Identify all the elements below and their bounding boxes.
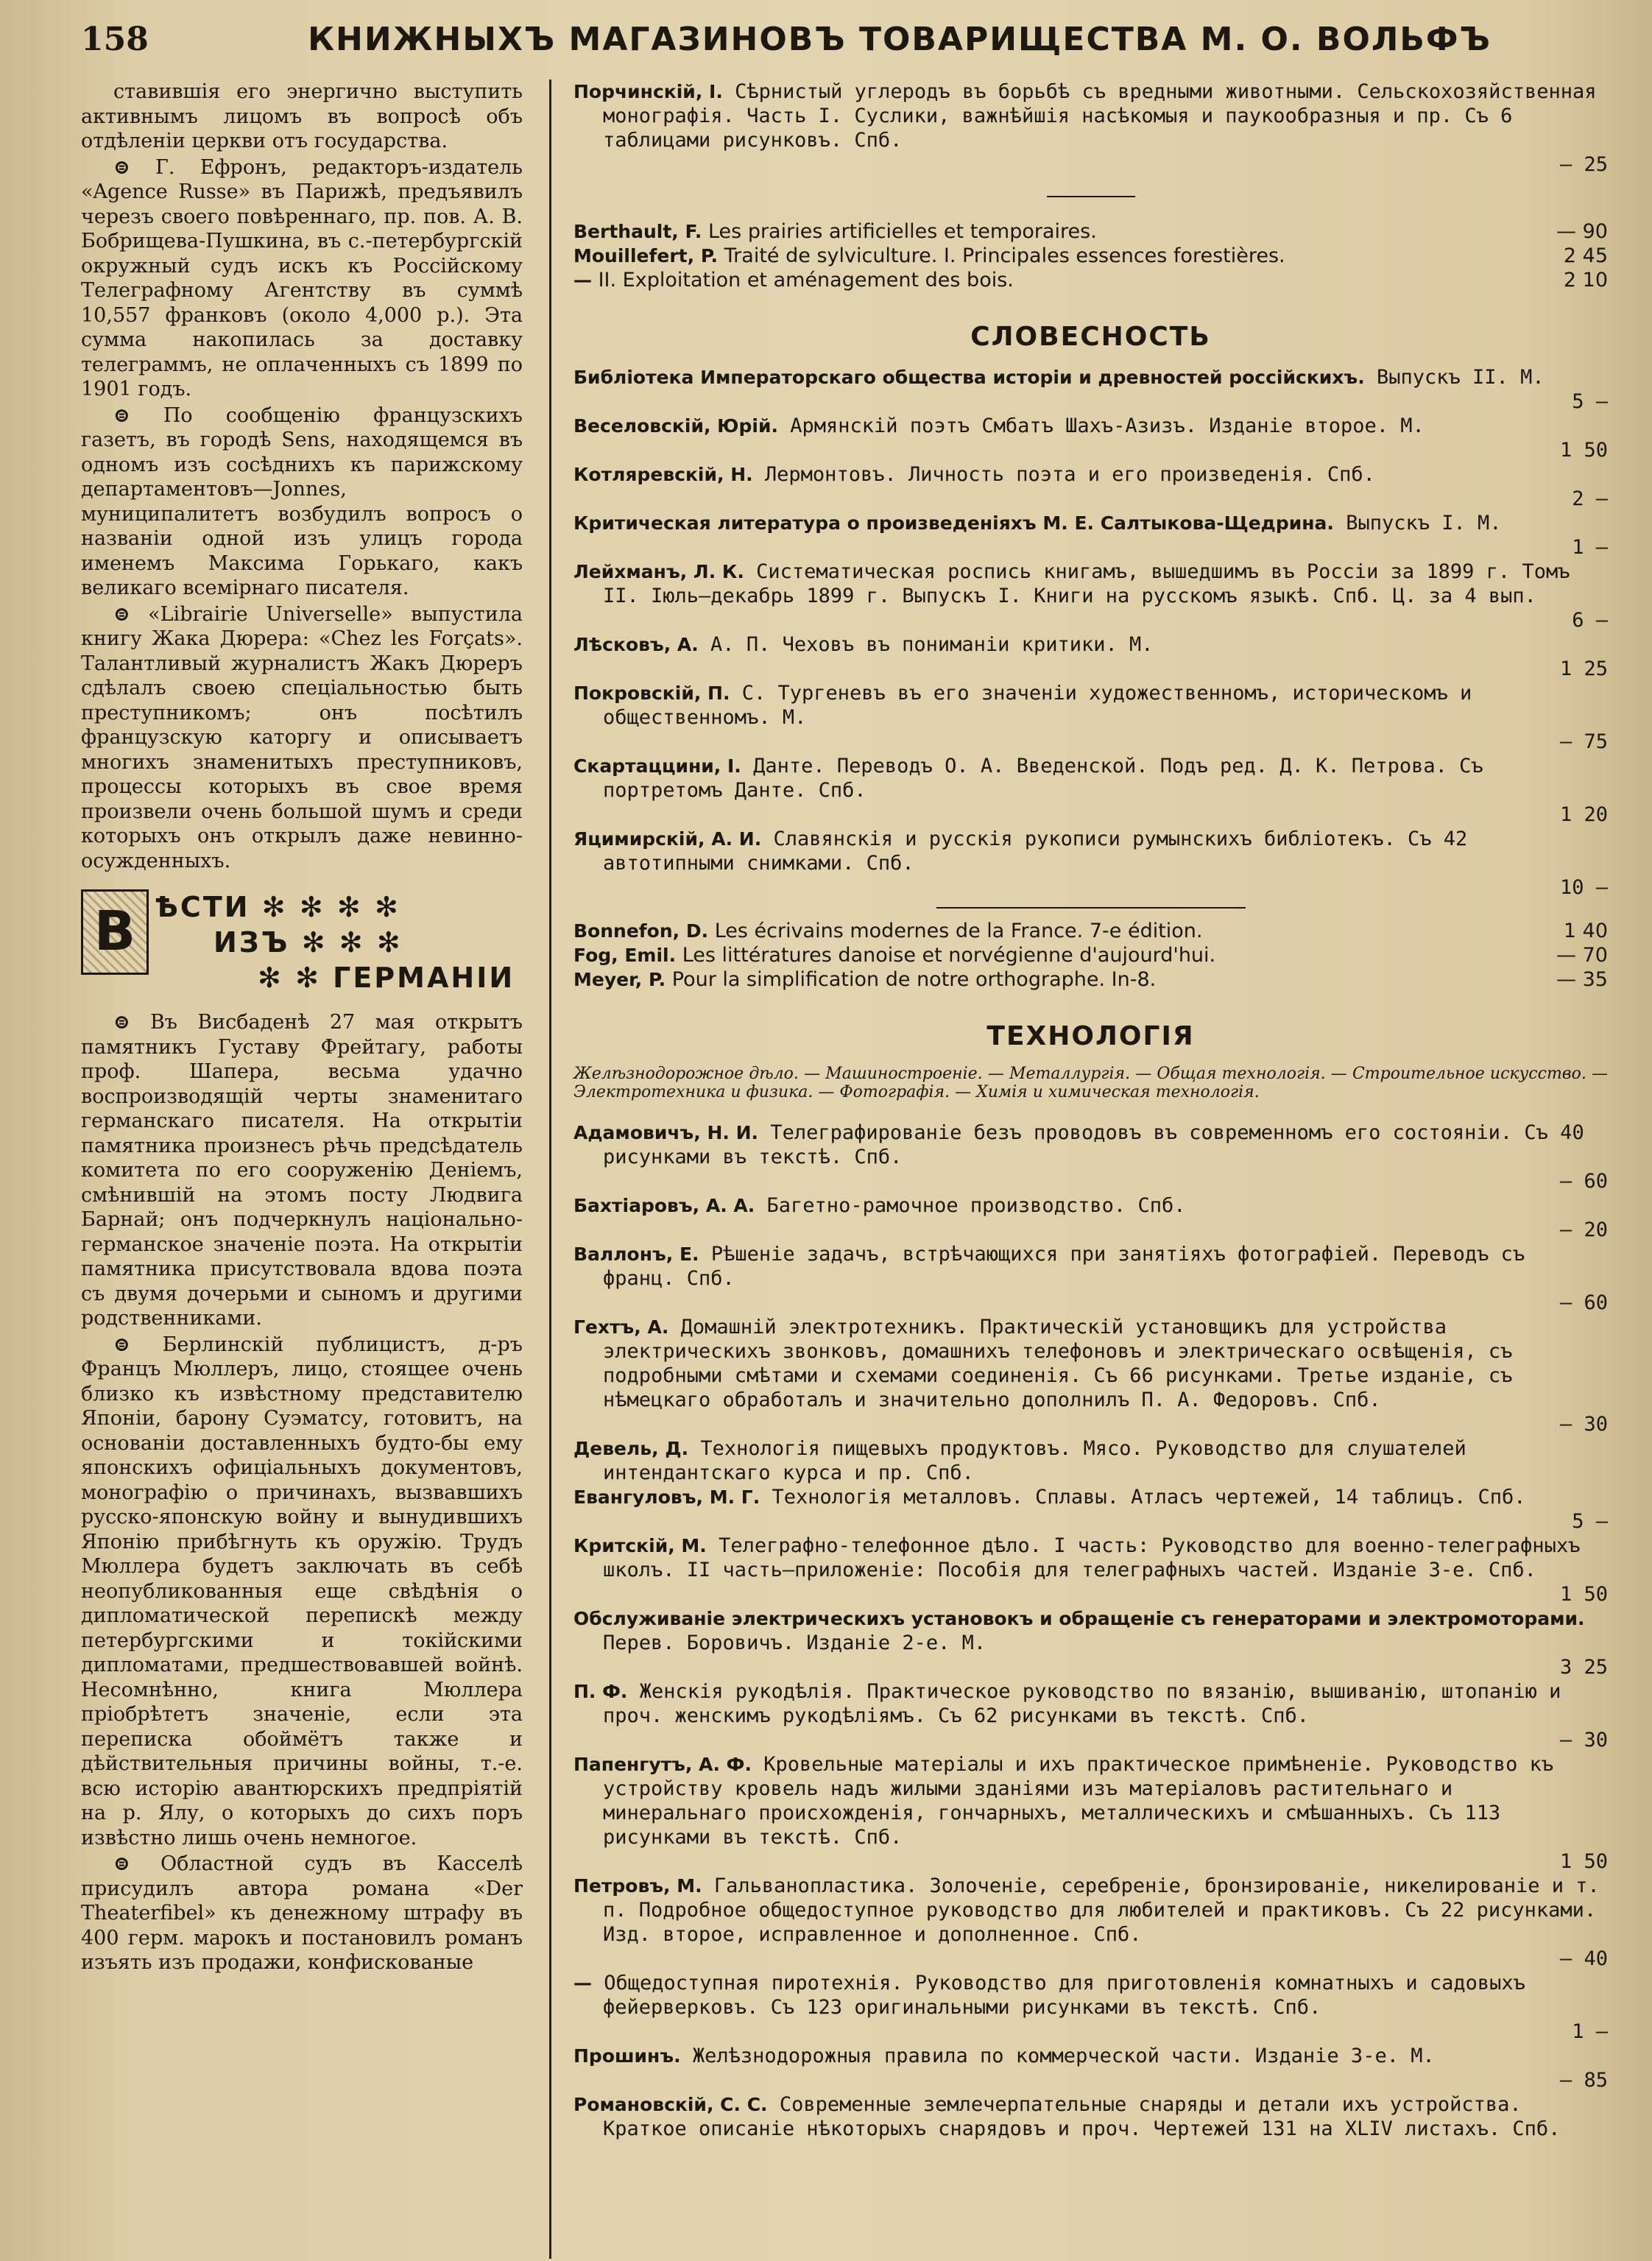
entry-price: 1 25 <box>1559 657 1608 680</box>
entry-title: Les littératures danoise et norvégienne d'aujourd'hui. <box>682 944 1216 967</box>
news-paragraph <box>81 602 523 874</box>
section-heading-slovesnost: СЛОВЕСНОСТЬ <box>970 322 1211 352</box>
news-paragraphs-bottom <box>81 1010 523 1975</box>
entry-title: Данте. Переводъ О. А. Введенской. Подъ ред. Д. К. Петрова. Съ портретомъ Данте. Спб. <box>603 755 1483 802</box>
slovesnost-entries <box>573 365 1608 900</box>
entry-price: — 90 <box>1556 220 1608 243</box>
catalog-entry <box>573 632 1608 681</box>
foreign-catalog-entry <box>573 919 1608 943</box>
paragraph-text: «Librairie Universelle» выпустила книгу Жака Дюрера: «Chez les Forçats». Талантливый журналистъ Жакъ Дюреръ сдѣлалъ своею спеціальностью быть преступникомъ; онъ посѣтилъ французскую каторгу и описываетъ многихъ знаменитыхъ преступниковъ, процессы которыхъ въ свое время произвели очень большой шумъ и среди которыхъ онъ открылъ даже невинно-осужденныхъ. <box>81 602 523 872</box>
entry-author: Порчинскій, І. <box>573 81 723 102</box>
entry-price: — 60 <box>1559 1291 1608 1314</box>
entry-title: Сѣрнистый углеродъ въ борьбѣ съ вредными животными. Сельскохозяйственная монографія. Часть І. Суслики, важнѣйшія насѣкомыя и паукообразныя и пр. Съ 6 таблицами рисунковъ. Спб. <box>603 80 1597 152</box>
catalog-entry <box>573 827 1608 900</box>
entry-price: — 75 <box>1559 730 1608 753</box>
paragraph-marker-icon: ⊜ <box>113 403 130 427</box>
entry-author: Яцимирскій, А. И. <box>573 828 762 850</box>
vesti-heading-line-2: ИЗЪ ✻ ✻ ✻ <box>213 926 403 959</box>
entry-title: Технологія пищевыхъ продуктовъ. Мясо. Руководство для слушателей интендантскаго курса и пр. Спб. <box>603 1437 1466 1484</box>
catalog-entry <box>573 1752 1608 1874</box>
entry-price: 1 20 <box>1559 803 1608 826</box>
paragraph-text: Г. Ефронъ, редакторъ-издатель «Agence Russe» въ Парижѣ, предъявилъ черезъ своего повѣреннаго, пр. пов. А. В. Бобрищева-Пушкина, въ с.-петербургскій окружный судъ искъ къ Россійскому Телеграфному Агентству въ суммѣ 10,557 франковъ (около 4,000 р.). Эта сумма накопилась за доставку телеграммъ, не оплаченныхъ съ 1899 по 1901 годъ. <box>81 155 523 401</box>
entry-title: Les écrivains modernes de la France. 7-e édition. <box>714 920 1203 942</box>
entry-price: 3 25 <box>1559 1656 1608 1679</box>
paragraph-marker-icon: ⊜ <box>113 1333 130 1356</box>
catalog-top-entries <box>573 80 1608 177</box>
entry-price: 1 50 <box>1559 439 1608 462</box>
entry-title: Желѣзнодорожныя правила по коммерческой части. Изданіе 3-е. М. <box>692 2045 1435 2067</box>
news-column <box>81 80 537 2259</box>
entry-title: Славянскія и русскія рукописи румынскихъ библіотекъ. Съ 42 автотипными снимками. Спб. <box>603 828 1468 875</box>
catalog-entry <box>573 2092 1608 2141</box>
entry-price: 6 — <box>1572 609 1608 632</box>
catalog-entry <box>573 365 1608 414</box>
entry-title: Кровельные матеріалы и ихъ практическое примѣненіе. Руководство къ устройству кровель надъ жилыми зданіями изъ матеріаловъ растительнаго и минеральнаго происхожденія, гончарныхъ, металлическихъ и смѣшанныхъ. Съ 113 рисунками въ текстѣ. Спб. <box>603 1753 1554 1849</box>
entry-author: Романовскій, С. С. <box>573 2094 768 2115</box>
entry-title: Общедоступная пиротехнія. Руководство для приготовленія комнатныхъ и садовыхъ фейерверковъ. Съ 123 оригинальными рисунками въ текстѣ. Спб. <box>603 1972 1525 2019</box>
catalog-entry <box>573 2044 1608 2092</box>
entry-price: — 40 <box>1559 1947 1608 1970</box>
catalog-entry <box>573 1874 1608 1971</box>
entry-author: П. Ф. <box>573 1681 628 1702</box>
catalog-entry <box>573 754 1608 827</box>
entry-author: Лѣсковъ, А. <box>573 634 699 655</box>
entry-author: Петровъ, М. <box>573 1875 702 1897</box>
column-divider <box>549 80 551 2259</box>
entry-author: Валлонъ, Е. <box>573 1244 699 1265</box>
entry-author: Бахтіаровъ, А. А. <box>573 1195 755 1216</box>
entry-price: 1 40 <box>1563 920 1608 942</box>
entry-price: — 35 <box>1556 968 1608 991</box>
entry-author: Meyer, P. <box>573 969 666 990</box>
catalog-entry <box>573 1436 1608 1485</box>
catalog-entry <box>573 1315 1608 1436</box>
entry-author: Евангуловъ, М. Г. <box>573 1486 760 1508</box>
news-paragraph <box>81 80 523 154</box>
entry-author: Berthault, F. <box>573 221 702 242</box>
catalog-entry <box>573 1534 1608 1606</box>
entry-author: Котляревскій, Н. <box>573 464 753 485</box>
paragraph-text: Берлинскій публицистъ, д-ръ Францъ Мюллеръ, лицо, стоящее очень близко къ извѣстному представителю Японіи, барону Суэматсу, готовитъ, на основаніи доставленныхъ будто-бы ему японскихъ офиціальныхъ документовъ, монографію о причинахъ, вызвавшихъ русско-японскую войну и вынудившихъ Японію прибѣгнуть къ оружію. Трудъ Мюллера будетъ заключать въ себѣ неопубликованныя еще свѣдѣнія о дипломатической перепискѣ между петербургскими и токійскими дипломатами, предшествовавшей войнѣ. Несомнѣнно, книга Мюллера пріобрѣтетъ значеніе, если эта переписка обоймётъ также и дѣйствительныя причины войны, т.-е. всю исторію авантюрскихъ предпріятій на р. Ялу, о которыхъ до сихъ поръ извѣстно лишь очень немногое. <box>81 1333 523 1849</box>
entry-author: Скартаццини, І. <box>573 755 741 777</box>
news-paragraph <box>81 155 523 402</box>
entry-price: 1 50 <box>1559 1850 1608 1873</box>
entry-author: Fog, Emil. <box>573 945 677 966</box>
entry-title: Технологія металловъ. Сплавы. Атласъ чертежей, 14 таблицъ. Спб. <box>772 1486 1526 1509</box>
entry-price: — 25 <box>1559 153 1608 176</box>
entry-title: Pour la simplification de notre orthographe. In-8. <box>671 968 1157 991</box>
news-paragraph <box>81 1333 523 1851</box>
entry-price: — 85 <box>1559 2069 1608 2092</box>
entry-title: Гальванопластика. Золоченіе, серебреніе, бронзированіе, никелированіе и т. п. Подробное общедоступное руководство для любителей и практиковъ. Съ 22 рисунками. Изд. второе, исправленное и дополненное. Спб. <box>603 1874 1600 1946</box>
entry-author: Прошинъ. <box>573 2045 681 2067</box>
entry-author: Обслуживаніе электрическихъ установокъ и обращеніе съ генераторами и электромоторами. <box>573 1608 1585 1629</box>
entry-price: 1 50 <box>1559 1583 1608 1606</box>
entry-price: 2 45 <box>1563 244 1608 267</box>
catalog-entry <box>573 462 1608 511</box>
entry-author: Библіотека Императорскаго общества исторіи и древностей россійскихъ. <box>573 367 1365 388</box>
entry-title: Рѣшеніе задачъ, встрѣчающихся при занятіяхъ фотографіей. Переводъ съ франц. Спб. <box>603 1243 1525 1290</box>
ornamental-initial: В <box>81 889 149 975</box>
news-paragraph <box>81 1852 523 1975</box>
catalog-column <box>563 80 1608 2259</box>
catalog-entry <box>573 560 1608 632</box>
entry-author: Папенгутъ, А. Ф. <box>573 1754 752 1775</box>
tehnologiya-subjects: Желѣзнодорожное дѣло. — Машиностроеніе. — Металлургія. — Общая технологія. — Строительное искусство. — Электротехника и физика. — Фотографія. — Химія и химическая технологія. <box>573 1065 1608 1101</box>
entry-price: — 70 <box>1556 944 1608 967</box>
paragraph-text: Въ Висбаденѣ 27 мая открытъ памятникъ Густаву Фрейтагу, работы проф. Шапера, весьма удачно воспроизводящій черты знаменитаго германскаго писателя. На открытіи памятника произнесъ рѣчь предсѣдатель комитета по его сооруженію Деніемъ, смѣнившій на этомъ посту Людвига Барнай; онъ подчеркнулъ національно-германское значеніе поэта. На открытіи памятника присутствовала вдова поэта съ двумя дочерьми и сыномъ и другими родственниками. <box>81 1011 523 1330</box>
entry-price: — 20 <box>1559 1218 1608 1241</box>
entry-price: 5 — <box>1572 390 1608 413</box>
catalog-entry <box>573 1485 1608 1534</box>
entry-price: 1 — <box>1572 536 1608 559</box>
foreign-catalog-entry <box>573 244 1608 268</box>
running-title: КНИЖНЫХЪ МАГАЗИНОВЪ ТОВАРИЩЕСТВА М. О. ВОЛЬФЪ <box>308 21 1492 58</box>
vesti-heading-lines <box>149 889 523 1000</box>
entry-title: Багетно-рамочное производство. Спб. <box>766 1194 1186 1217</box>
catalog-entry <box>573 414 1608 462</box>
entry-title: А. П. Чеховъ въ пониманіи критики. М. <box>710 633 1154 656</box>
catalog-entry <box>573 1679 1608 1752</box>
entry-title: Систематическая роспись книгамъ, вышедшимъ въ Россіи за 1899 г. Томъ II. Іюль—декабрь 1899 г. Выпускъ I. Книги на русскомъ языкѣ. Спб. Ц. за 4 вып. <box>603 560 1570 607</box>
paragraph-marker-icon: ⊜ <box>113 1011 130 1034</box>
page-header <box>81 21 1608 80</box>
entry-price: 5 — <box>1572 1510 1608 1533</box>
news-paragraph <box>81 403 523 601</box>
entry-title: Армянскій поэтъ Смбатъ Шахъ-Азизъ. Изданіе второе. М. <box>790 415 1425 437</box>
entry-price: — 30 <box>1559 1413 1608 1436</box>
entry-price: 2 — <box>1572 487 1608 510</box>
entry-author: Веселовскій, Юрій. <box>573 415 778 437</box>
paragraph-text: Областной судъ въ Касселѣ присудилъ автора романа «Der Theaterfibel» къ денежному штрафу въ 400 герм. марокъ и постановилъ романъ изъять изъ продажи, конфискованые <box>81 1852 523 1974</box>
entry-author: Гехтъ, А. <box>573 1316 669 1338</box>
entry-title: Traité de sylviculture. I. Principales essences forestières. <box>724 244 1285 267</box>
entry-title: Телеграфно-телефонное дѣло. I часть: Руководство для военно-телеграфныхъ школъ. II часть—приложеніе: Пособія для телеграфныхъ частей. Изданіе 3-е. Спб. <box>603 1534 1581 1581</box>
entry-author: Покровскій, П. <box>573 682 730 704</box>
entry-price: 1 — <box>1572 2020 1608 2043</box>
entry-title: Выпускъ II. М. <box>1377 366 1545 389</box>
separator-rule <box>936 907 1246 909</box>
entry-title: Современные землечерпательные снаряды и детали ихъ устройства. Краткое описаніе нѣкоторыхъ снарядовъ и проч. Чертежей 131 на XLIV листахъ. Спб. <box>603 2093 1561 2140</box>
foreign-catalog-entry <box>573 967 1608 992</box>
entry-title: Домашній электротехникъ. Практическій установщикъ для устройства электрическихъ звонковъ, домашнихъ телефоновъ и электрическаго освѣщенія, съ подробными смѣтами и схемами соединенія. Съ 66 рисунками. Третье изданіе, съ нѣмецкаго обработалъ и значительно дополнилъ П. А. Федоровъ. Спб. <box>603 1316 1513 1411</box>
entry-title: С. Тургеневъ въ его значеніи художественномъ, историческомъ и общественномъ. М. <box>603 682 1472 729</box>
entry-author: Mouillefert, P. <box>573 245 719 267</box>
catalog-entry <box>573 1242 1608 1315</box>
paragraph-marker-icon: ⊜ <box>113 155 130 179</box>
catalog-entry <box>573 681 1608 754</box>
paragraph-text: По сообщенію французскихъ газетъ, въ городѣ Sens, находящемся въ одномъ изъ сосѣднихъ къ парижскому департаментовъ—Jonnes, муниципалитетъ возбудилъ вопросъ о названіи одной изъ улицъ города именемъ Максима Горькаго, какъ великаго всемірнаго писателя. <box>81 403 523 599</box>
slovesnost-foreign-entries <box>573 919 1608 992</box>
catalog-entry <box>573 1121 1608 1193</box>
entry-author: Критскій, М. <box>573 1535 707 1556</box>
foreign-catalog-entry <box>573 219 1608 244</box>
page-number: 158 <box>81 21 149 58</box>
entry-title: Перев. Боровичъ. Изданіе 2-е. М. <box>603 1632 986 1654</box>
section-heading-tehnologiya: ТЕХНОЛОГІЯ <box>986 1021 1195 1051</box>
entry-author: — <box>573 269 592 291</box>
catalog-entry <box>573 1971 1608 2044</box>
entry-title: Телеграфированіе безъ проводовъ въ современномъ его состояніи. Съ 40 рисунками въ текстѣ. Спб. <box>603 1121 1584 1168</box>
vesti-heading-line-3: ✻ ✻ ГЕРМАНІИ <box>258 962 515 994</box>
separator-rule <box>1047 196 1135 197</box>
entry-title: II. Exploitation et aménagement des bois. <box>598 269 1014 292</box>
vesti-heading-line-1: ѢСТИ ✻ ✻ ✻ ✻ <box>155 891 400 923</box>
entry-author: Bonnefon, D. <box>573 920 709 942</box>
catalog-entry <box>573 1606 1608 1679</box>
news-paragraph <box>81 1010 523 1331</box>
entry-author: Девель, Д. <box>573 1438 689 1459</box>
paragraph-marker-icon: ⊜ <box>113 602 130 626</box>
entry-title: Les prairies artificielles et temporaires. <box>707 220 1097 243</box>
entry-title: Выпускъ I. М. <box>1346 512 1502 535</box>
entry-price: 2 10 <box>1563 269 1608 292</box>
vesti-iz-germanii-heading <box>81 889 523 1000</box>
foreign-catalog-entry <box>573 943 1608 967</box>
entry-title: Женскія рукодѣлія. Практическое руководство по вязанію, вышиванію, штопанію и проч. женскимъ рукодѣліямъ. Съ 62 рисунками въ текстѣ. Спб. <box>603 1680 1561 1727</box>
paragraph-text: ставившія его энергично выступить активнымъ лицомъ въ вопросѣ объ отдѣленіи церкви отъ государства. <box>81 80 523 152</box>
entry-price: 10 — <box>1559 876 1608 899</box>
entry-author: Лейхманъ, Л. К. <box>573 561 744 582</box>
catalog-entry <box>573 80 1608 177</box>
tehnologiya-entries <box>573 1121 1608 2141</box>
foreign-catalog-entry <box>573 268 1608 292</box>
entry-title: Лермонтовъ. Личность поэта и его произведенія. Спб. <box>764 463 1375 486</box>
news-paragraphs-top <box>81 80 523 873</box>
catalog-entry <box>573 1193 1608 1242</box>
entry-author: Адамовичъ, Н. И. <box>573 1122 759 1143</box>
entry-price: — 30 <box>1559 1729 1608 1752</box>
catalog-top-foreign-entries <box>573 219 1608 292</box>
paragraph-marker-icon: ⊜ <box>113 1852 130 1875</box>
entry-author: — <box>573 1972 592 1994</box>
entry-author: Критическая литература о произведеніяхъ М. Е. Салтыкова-Щедрина. <box>573 512 1334 534</box>
catalog-entry <box>573 511 1608 560</box>
entry-price: — 60 <box>1559 1170 1608 1193</box>
two-column-body <box>81 80 1608 2259</box>
